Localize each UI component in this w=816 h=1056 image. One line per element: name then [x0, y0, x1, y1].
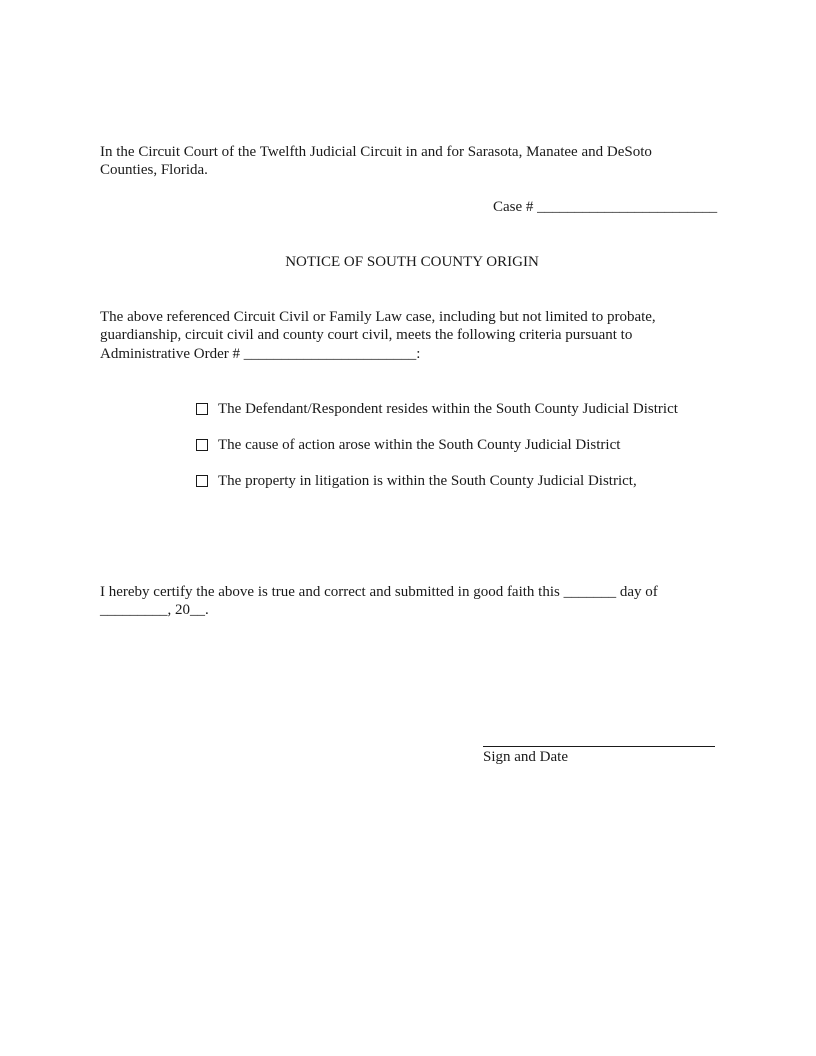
signature-line[interactable]: [483, 746, 715, 747]
body-text-line-2: guardianship, circuit civil and county court civil, meets the following criteria pursuant to: [100, 327, 633, 343]
criteria-option-label: The property in litigation is within the South County Judicial District,: [218, 473, 637, 489]
signature-label: Sign and Date: [483, 749, 568, 765]
certification-line-1[interactable]: I hereby certify the above is true and correct and submitted in good faith this _______ day of: [100, 584, 658, 600]
court-header-line-1: In the Circuit Court of the Twelfth Judicial Circuit in and for Sarasota, Manatee and DeSoto: [100, 144, 652, 160]
criteria-option-property[interactable]: [196, 472, 637, 490]
criteria-option-cause-of-action[interactable]: [196, 436, 620, 454]
case-number-field[interactable]: Case # ________________________: [493, 199, 718, 215]
court-header-line-2: Counties, Florida.: [100, 162, 208, 178]
checkbox-icon[interactable]: [196, 475, 208, 487]
criteria-option-resides[interactable]: [196, 400, 678, 418]
criteria-option-label: The cause of action arose within the South County Judicial District: [218, 437, 621, 453]
checkbox-icon[interactable]: [196, 403, 208, 415]
certification-line-2[interactable]: _________, 20__.: [100, 602, 209, 618]
criteria-option-label: The Defendant/Respondent resides within the South County Judicial District: [218, 401, 678, 417]
page-title: NOTICE OF SOUTH COUNTY ORIGIN: [285, 254, 539, 270]
administrative-order-field[interactable]: Administrative Order # _______________________:: [100, 346, 421, 362]
body-text-line-1: The above referenced Circuit Civil or Family Law case, including but not limited to probate,: [100, 309, 656, 325]
checkbox-icon[interactable]: [196, 439, 208, 451]
